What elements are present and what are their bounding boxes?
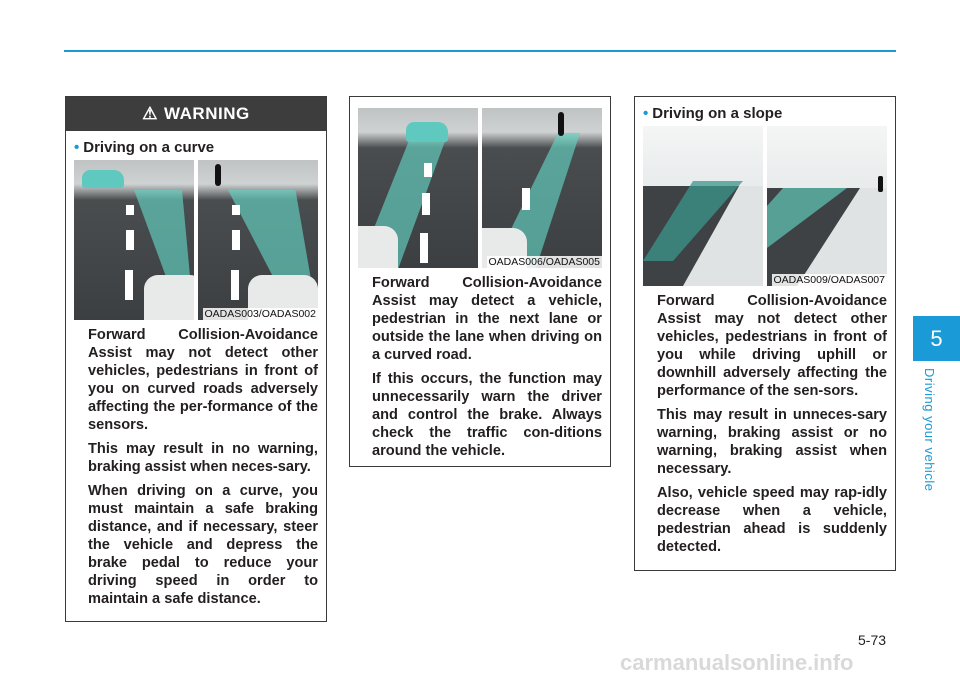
bullet-icon: • <box>643 105 649 122</box>
warning-label: WARNING <box>164 104 250 123</box>
warning-box <box>65 96 327 622</box>
bullet-icon: • <box>74 139 80 156</box>
section-title <box>66 139 326 156</box>
curve-illustration <box>74 160 318 320</box>
warning-body <box>66 326 326 608</box>
chapter-label: Driving your vehicle <box>922 368 937 492</box>
lane-illustration <box>358 108 602 268</box>
paragraph: If this occurs, the function may unnecessarily warn the driver and control the brake. Always check the traffic con-ditions around the vehicle. <box>372 371 602 459</box>
paragraph: Also, vehicle speed may rap-idly decrease when a vehicle, pedestrian ahead is suddenly detected. <box>657 485 887 555</box>
section-title <box>635 105 895 122</box>
warning-header <box>66 97 326 131</box>
paragraph: This may result in no warning, braking assist when neces-sary. <box>88 441 318 475</box>
paragraph: This may result in unneces-sary warning, braking assist or no warning, braking assist when necessary. <box>657 407 887 477</box>
page-number: 5-73 <box>858 632 887 648</box>
middle-box <box>349 96 611 467</box>
image-code: OADAS009/OADAS007 <box>773 274 885 286</box>
lane-image-vehicle <box>358 108 478 268</box>
paragraph: When driving on a curve, you must maintain a safe braking distance, and if necessary, steer the vehicle and depress the brake pedal to reduce your driving speed in order to maintain a safe distance. <box>88 483 318 607</box>
watermark: carmanualsonline.info <box>620 650 854 675</box>
warning-triangle-icon: ⚠ <box>142 104 159 123</box>
slope-illustration <box>643 126 887 286</box>
top-rule <box>64 50 896 52</box>
curve-image-pedestrian <box>198 160 318 320</box>
section-title-text: Driving on a slope <box>652 105 783 122</box>
paragraph: Forward Collision-Avoidance Assist may not detect other vehicles, pedestrians in front of you while driving uphill or downhill adversely affecting the performance of the sen-sors. <box>657 293 887 399</box>
section-title-text: Driving on a curve <box>83 139 215 156</box>
image-code: OADAS003/OADAS002 <box>204 308 316 320</box>
right-box <box>634 96 896 571</box>
paragraph: Forward Collision-Avoidance Assist may detect a vehicle, pedestrian in the next lane or outside the lane when driving on a curved road. <box>372 275 602 363</box>
image-code: OADAS006/OADAS005 <box>488 256 600 268</box>
slope-image-vehicle <box>643 126 763 286</box>
curve-image-vehicle <box>74 160 194 320</box>
paragraph: Forward Collision-Avoidance Assist may not detect other vehicles, pedestrians in front of you on curved roads adversely affecting the per-formance of the sensors. <box>88 327 318 433</box>
right-body <box>635 292 895 556</box>
lane-image-pedestrian <box>482 108 602 268</box>
slope-image-pedestrian <box>767 126 887 286</box>
middle-body <box>350 274 610 460</box>
chapter-tab: 5 <box>913 316 960 361</box>
